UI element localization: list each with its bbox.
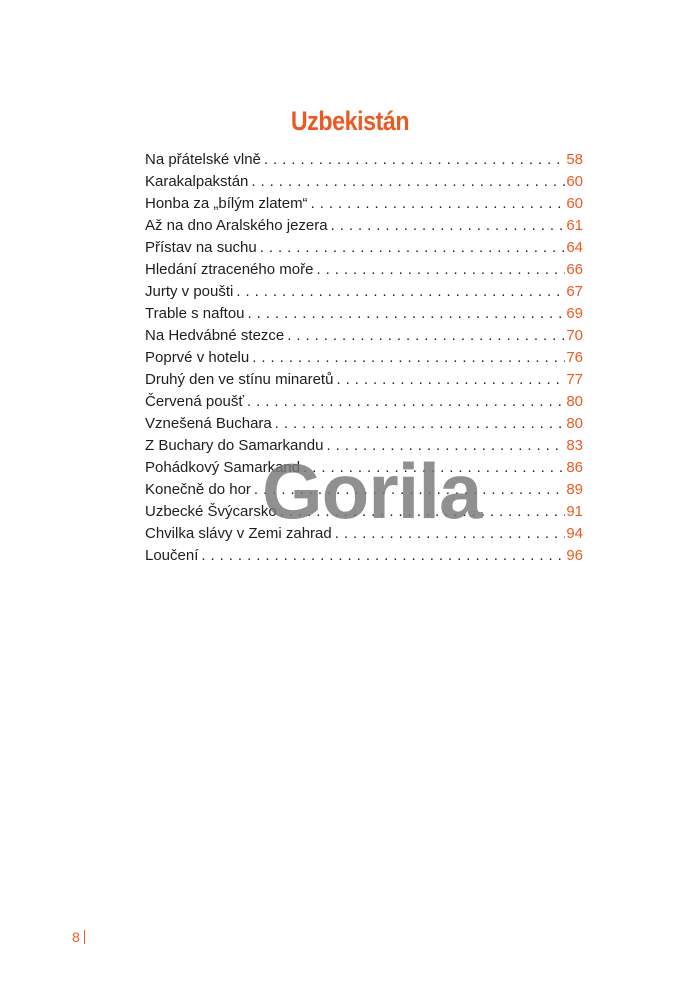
toc-entry[interactable]	[145, 369, 583, 391]
toc-entry-title: Jurty v poušti	[145, 283, 234, 300]
toc-entry-title: Až na dno Aralského jezera	[145, 217, 328, 234]
table-of-contents	[145, 149, 583, 567]
toc-entry[interactable]	[145, 193, 583, 215]
toc-entry-title: Druhý den ve stínu minaretů	[145, 371, 334, 388]
toc-entry[interactable]	[145, 457, 583, 479]
toc-entry-page: 86	[566, 459, 583, 476]
toc-entry[interactable]	[145, 259, 583, 281]
toc-entry-page: 80	[566, 393, 583, 410]
watermark: Gorila	[262, 447, 482, 535]
toc-entry-title: Z Buchary do Samarkandu	[145, 437, 324, 454]
toc-entry-title: Honba za „bílým zlatem“	[145, 195, 308, 212]
toc-entry-title: Uzbecké Švýcarsko	[145, 503, 277, 520]
toc-entry[interactable]	[145, 303, 583, 325]
dot-leader	[311, 193, 566, 215]
toc-entry-page: 58	[566, 151, 583, 168]
toc-entry[interactable]	[145, 171, 583, 193]
dot-leader	[201, 545, 565, 567]
dot-leader	[264, 149, 565, 171]
toc-entry-page: 80	[566, 415, 583, 432]
toc-entry-page: 91	[566, 503, 583, 520]
toc-entry-title: Na přátelské vlně	[145, 151, 261, 168]
toc-entry[interactable]	[145, 435, 583, 457]
toc-entry-page: 67	[566, 283, 583, 300]
dot-leader	[336, 369, 565, 391]
toc-entry-title: Na Hedvábné stezce	[145, 327, 285, 344]
toc-entry-title: Červená poušť	[145, 393, 245, 410]
toc-entry-title: Hledání ztraceného moře	[145, 261, 314, 278]
toc-entry-page: 61	[566, 217, 583, 234]
toc-entry-title: Pohádkový Samarkand	[145, 459, 301, 476]
page-number	[72, 929, 85, 945]
toc-entry-title: Vznešená Buchara	[145, 415, 272, 432]
dot-leader	[236, 281, 565, 303]
toc-entry-title: Chvilka slávy v Zemi zahrad	[145, 525, 332, 542]
page-number-separator	[84, 930, 85, 944]
toc-entry-page: 69	[566, 305, 583, 322]
dot-leader	[254, 479, 565, 501]
toc-entry-title: Trable s naftou	[145, 305, 245, 322]
toc-entry[interactable]	[145, 215, 583, 237]
dot-leader	[331, 215, 566, 237]
dot-leader	[251, 171, 565, 193]
toc-entry[interactable]	[145, 347, 583, 369]
dot-leader	[326, 435, 565, 457]
toc-entry[interactable]	[145, 479, 583, 501]
toc-entry[interactable]	[145, 391, 583, 413]
toc-entry[interactable]	[145, 545, 583, 567]
toc-entry-page: 64	[566, 239, 583, 256]
dot-leader	[280, 501, 566, 523]
dot-leader	[260, 237, 566, 259]
toc-entry-page: 66	[566, 261, 583, 278]
toc-entry[interactable]	[145, 325, 583, 347]
page-number-value: 8	[72, 929, 80, 945]
dot-leader	[247, 391, 565, 413]
toc-entry-title: Přístav na suchu	[145, 239, 257, 256]
toc-entry-page: 76	[566, 349, 583, 366]
toc-entry[interactable]	[145, 149, 583, 171]
toc-entry-title: Poprvé v hotelu	[145, 349, 250, 366]
dot-leader	[248, 303, 566, 325]
toc-entry-title: Karakalpakstán	[145, 173, 249, 190]
toc-entry-page: 60	[566, 173, 583, 190]
toc-entry[interactable]	[145, 281, 583, 303]
toc-entry-page: 70	[566, 327, 583, 344]
toc-entry-page: 96	[566, 547, 583, 564]
toc-entry[interactable]	[145, 413, 583, 435]
dot-leader	[316, 259, 565, 281]
toc-entry-title: Konečně do hor	[145, 481, 251, 498]
dot-leader	[287, 325, 565, 347]
toc-entry-page: 77	[566, 371, 583, 388]
dot-leader	[335, 523, 566, 545]
toc-entry-page: 83	[566, 437, 583, 454]
toc-entry-page: 94	[566, 525, 583, 542]
dot-leader	[275, 413, 566, 435]
toc-entry-title: Loučení	[145, 547, 199, 564]
toc-entry[interactable]	[145, 501, 583, 523]
toc-entry-page: 60	[566, 195, 583, 212]
toc-entry[interactable]	[145, 523, 583, 545]
toc-entry-page: 89	[566, 481, 583, 498]
dot-leader	[252, 347, 565, 369]
toc-entry[interactable]	[145, 237, 583, 259]
chapter-title: Uzbekistán	[290, 106, 410, 136]
dot-leader	[303, 457, 565, 479]
